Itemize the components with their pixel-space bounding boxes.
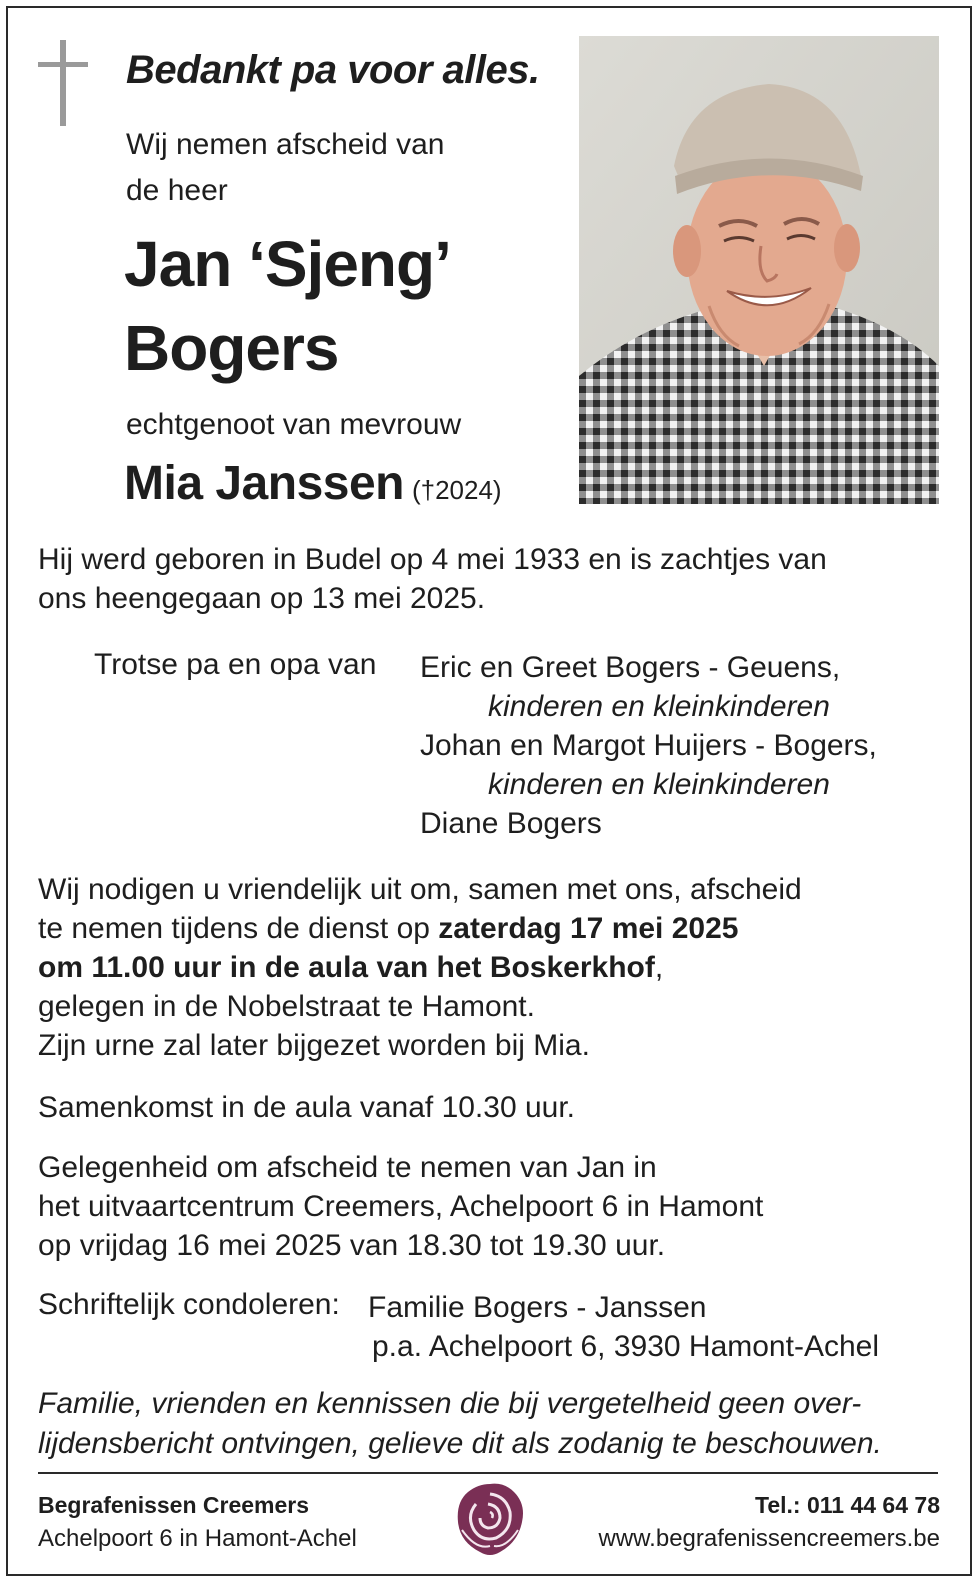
funeral-company-website: www.begrafenissencreemers.be xyxy=(598,1525,940,1552)
text-line: Familie, vrienden en kennissen die bij vergetelheid geen over- xyxy=(38,1387,862,1420)
funeral-company-phone: Tel.: 011 44 64 78 xyxy=(755,1492,940,1518)
family-list xyxy=(420,648,877,843)
condolence-label: Schriftelijk condoleren: xyxy=(38,1288,340,1321)
family-entry-sub: kinderen en kleinkinderen xyxy=(488,690,830,723)
family-label: Trotse pa en opa van xyxy=(94,648,377,681)
portrait-photo xyxy=(579,36,939,504)
family-entry: Diane Bogers xyxy=(420,807,602,840)
birth-death-paragraph xyxy=(38,540,827,618)
text-line: ons heengegaan op 13 mei 2025. xyxy=(38,582,486,615)
obituary-card xyxy=(6,6,972,1576)
service-time-location: om 11.00 uur in de aula van het Boskerkhof xyxy=(38,951,655,984)
rose-icon xyxy=(452,1480,528,1560)
funeral-company-address: Achelpoort 6 in Hamont-Achel xyxy=(38,1525,357,1552)
footer-divider xyxy=(38,1472,938,1474)
text-line: Hij werd geboren in Budel op 4 mei 1933 en is zachtjes van xyxy=(38,543,827,576)
text-line: p.a. Achelpoort 6, 3930 Hamont-Achel xyxy=(372,1330,879,1363)
intro-line: Wij nemen afscheid van xyxy=(126,128,445,161)
text-line: Zijn urne zal later bijgezet worden bij Mia. xyxy=(38,1029,590,1062)
text-line: lijdensbericht ontvingen, gelieve dit als zodanig te beschouwen. xyxy=(38,1427,882,1460)
text-line xyxy=(38,909,802,948)
spouse-name: Mia Janssen xyxy=(124,457,404,510)
viewing-paragraph xyxy=(38,1148,763,1265)
text-segment: te nemen tijdens de dienst op xyxy=(38,912,439,945)
notice-paragraph xyxy=(38,1384,882,1464)
deceased-name-line: Jan ‘Sjeng’ xyxy=(124,228,451,300)
text-line: het uitvaartcentrum Creemers, Achelpoort 6 in Hamont xyxy=(38,1190,764,1223)
condolence-address xyxy=(368,1288,879,1366)
gathering-paragraph: Samenkomst in de aula vanaf 10.30 uur. xyxy=(38,1091,576,1124)
funeral-company-name: Begrafenissen Creemers xyxy=(38,1492,310,1518)
service-paragraph xyxy=(38,870,802,1065)
heading: Bedankt pa voor alles. xyxy=(126,48,540,92)
cross-icon xyxy=(38,40,88,126)
text-line: Wij nodigen u vriendelijk uit om, samen met ons, afscheid xyxy=(38,873,802,906)
text-line xyxy=(38,948,802,987)
intro-line: de heer xyxy=(126,174,228,207)
deceased-name xyxy=(124,222,451,390)
text-line: op vrijdag 16 mei 2025 van 18.30 tot 19.30 uur. xyxy=(38,1229,666,1262)
text-line: gelegen in de Nobelstraat te Hamont. xyxy=(38,990,535,1023)
portrait-illustration xyxy=(579,36,939,504)
spouse-death-note: (†2024) xyxy=(411,475,502,505)
family-entry-sub: kinderen en kleinkinderen xyxy=(488,768,830,801)
text-line: Familie Bogers - Janssen xyxy=(368,1291,707,1324)
spouse-label: echtgenoot van mevrouw xyxy=(126,408,462,441)
spouse-name-block xyxy=(124,456,502,511)
text-line: Gelegenheid om afscheid te nemen van Jan in xyxy=(38,1151,657,1184)
deceased-name-line: Bogers xyxy=(124,312,339,384)
intro-text xyxy=(126,122,445,214)
family-entry: Johan en Margot Huijers - Bogers, xyxy=(420,729,877,762)
family-entry: Eric en Greet Bogers - Geuens, xyxy=(420,651,841,684)
service-date: zaterdag 17 mei 2025 xyxy=(438,912,739,945)
text-segment: , xyxy=(654,951,664,984)
